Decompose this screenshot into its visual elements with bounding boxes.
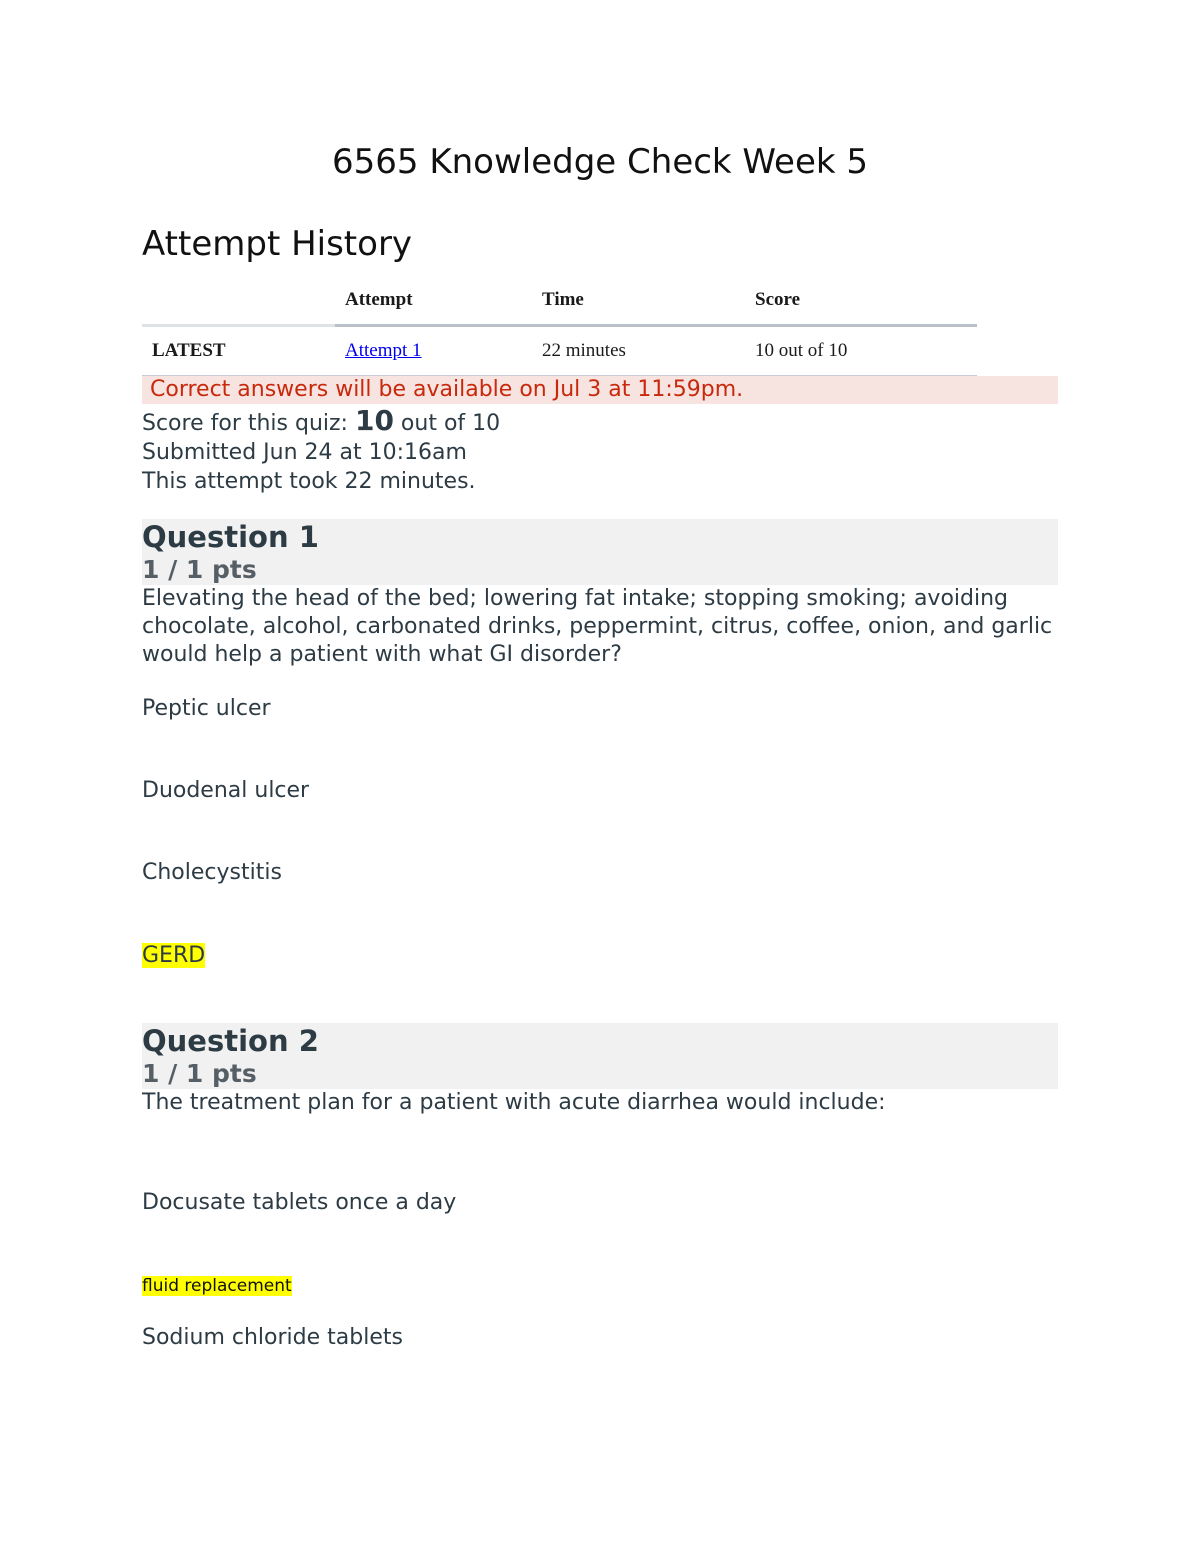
column-header-attempt: Attempt (335, 276, 542, 326)
question-2-answer-1[interactable]: Docusate tablets once a day (142, 1190, 457, 1215)
notice-text: Correct answers will be available on Jul 3 at 11:59pm. (150, 377, 744, 402)
question-2-answer-3[interactable]: Sodium chloride tablets (142, 1325, 403, 1350)
table-header-row (142, 276, 977, 326)
question-2-header (142, 1023, 1058, 1089)
question-2-points: 1 / 1 pts (142, 1059, 257, 1088)
column-header-time: Time (542, 276, 755, 326)
table-row (142, 326, 977, 377)
attempt-1-link[interactable]: Attempt 1 (345, 340, 422, 361)
question-1-answer-4-highlight: GERD (142, 943, 206, 968)
question-2-answer-2-highlight: fluid replacement (142, 1276, 292, 1296)
submitted-time: Submitted Jun 24 at 10:16am (142, 440, 467, 465)
quiz-score-line (142, 406, 500, 438)
attempt-history-table (142, 276, 977, 378)
question-2-title: Question 2 (142, 1024, 319, 1058)
question-2-text: The treatment plan for a patient with acute diarrhea would include: (142, 1090, 886, 1115)
column-header-blank (142, 276, 335, 326)
time-cell: 22 minutes (542, 326, 755, 377)
question-1-answer-2[interactable]: Duodenal ulcer (142, 778, 310, 803)
correct-answers-notice (142, 376, 1058, 404)
column-header-score: Score (755, 276, 977, 326)
question-1-text: Elevating the head of the bed; lowering fat intake; stopping smoking; avoiding chocolate, alcohol, carbonated drinks, peppermint, citrus, coffee, onion, and garlic would help a patient with what GI disorder? (142, 586, 1053, 667)
score-value: 10 (354, 404, 394, 437)
score-prefix: Score for this quiz: (142, 411, 355, 436)
attempt-duration: This attempt took 22 minutes. (142, 469, 476, 494)
attempt-cell (335, 326, 542, 377)
question-1-title: Question 1 (142, 520, 319, 554)
document-title: 6565 Knowledge Check Week 5 (331, 142, 869, 182)
question-1-answer-1[interactable]: Peptic ulcer (142, 696, 271, 721)
score-cell: 10 out of 10 (755, 326, 977, 377)
question-1-answer-4[interactable] (142, 941, 205, 971)
question-1-points: 1 / 1 pts (142, 555, 257, 584)
question-2-answer-2[interactable] (142, 1275, 292, 1297)
question-1-answer-3[interactable]: Cholecystitis (142, 860, 282, 885)
question-1-header (142, 519, 1058, 585)
latest-label: LATEST (142, 326, 335, 377)
score-suffix: out of 10 (393, 411, 501, 436)
attempt-history-heading: Attempt History (142, 224, 413, 264)
quiz-summary (142, 406, 500, 496)
